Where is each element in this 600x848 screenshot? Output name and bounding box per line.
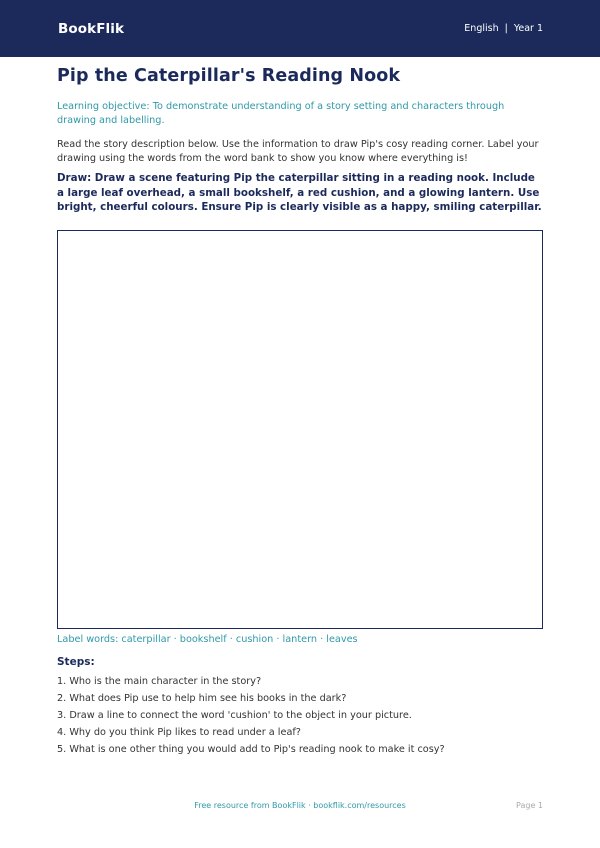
meta-separator: | [504, 23, 508, 34]
brand-logo[interactable]: BookFlik [58, 20, 125, 37]
draw-prompt: Draw: Draw a scene featuring Pip the caterpillar sitting in a reading nook. Include a large leaf overhead, a small bookshelf, a red cushion, and a glowing lantern. Use bright, cheerful colours. Ensure Pip is clearly visible as a happy, smiling caterpillar. [57, 172, 542, 213]
subject-label: English [464, 23, 499, 34]
page-number: Page 1 [516, 801, 543, 810]
step-item: 5. What is one other thing you would add to Pip's reading nook to make it cosy? [57, 744, 445, 756]
instructions-text: Read the story description below. Use the information to draw Pip's cosy reading corner. Label your drawing using the words from the word bank to show you know where everything is! [57, 139, 539, 164]
steps-heading: Steps: [57, 656, 95, 668]
steps-list [57, 673, 543, 758]
year-label: Year 1 [513, 23, 543, 34]
learning-objective: Learning objective: To demonstrate understanding of a story setting and characters through drawing and labelling. [57, 101, 505, 126]
footer-credit-link[interactable]: Free resource from BookFlik · bookflik.com/resources [194, 801, 406, 810]
step-item: 3. Draw a line to connect the word 'cushion' to the object in your picture. [57, 710, 412, 722]
step-item: 4. Why do you think Pip likes to read under a leaf? [57, 727, 301, 739]
drawing-area[interactable] [57, 230, 543, 629]
header-meta [464, 23, 543, 34]
label-word-bank: Label words: caterpillar · bookshelf · cushion · lantern · leaves [57, 634, 358, 645]
step-item: 2. What does Pip use to help him see his books in the dark? [57, 693, 347, 705]
page-title: Pip the Caterpillar's Reading Nook [57, 66, 401, 86]
page-header [0, 0, 600, 57]
step-item: 1. Who is the main character in the story? [57, 676, 262, 687]
